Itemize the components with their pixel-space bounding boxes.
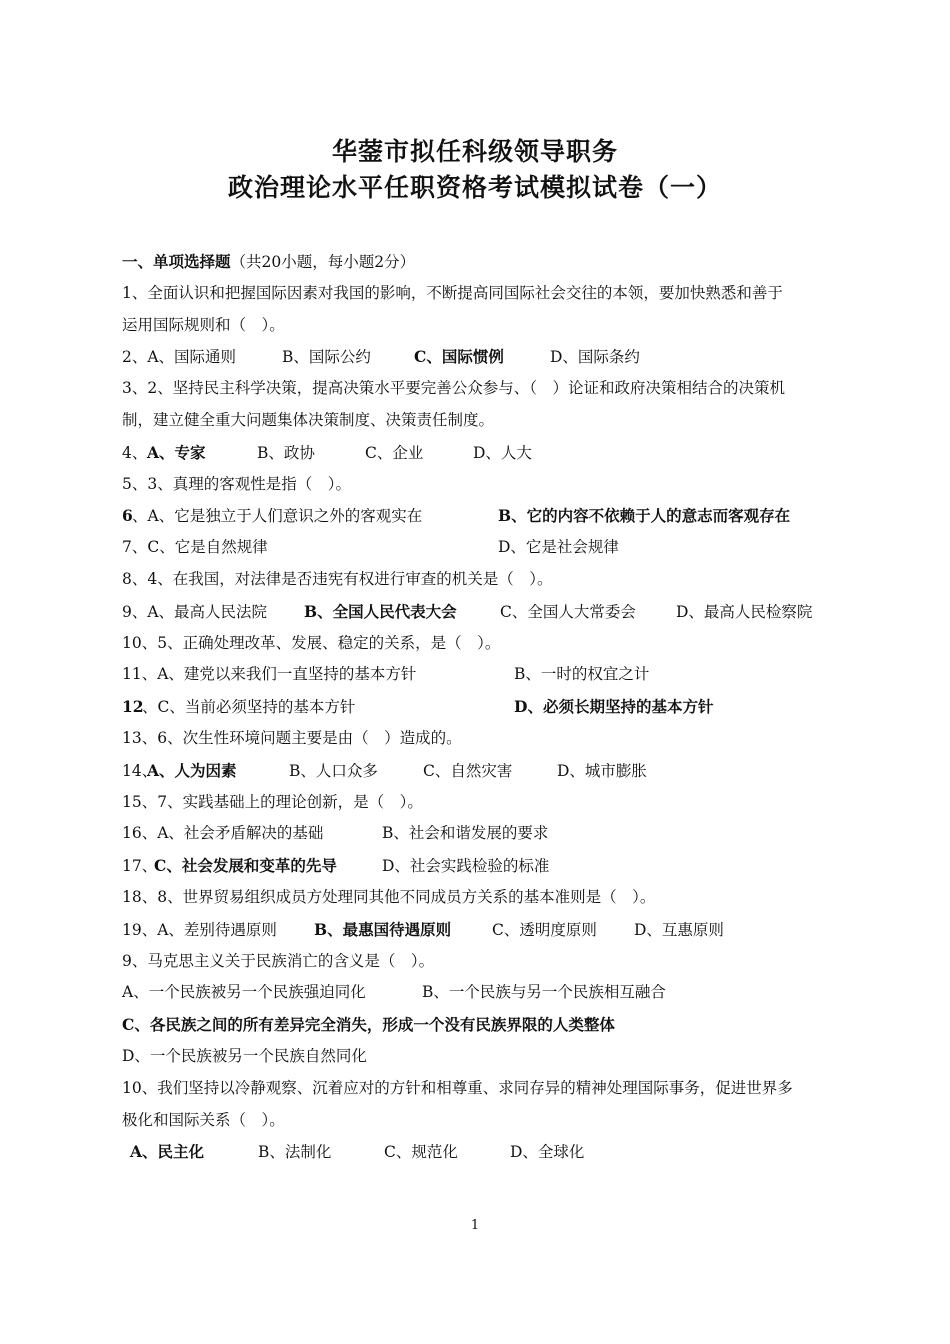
text-line bbox=[122, 1041, 852, 1073]
line-text: 极化和国际关系（ ）。 bbox=[122, 1110, 285, 1129]
line-text: C、企业 bbox=[365, 443, 424, 462]
line-text: B、法制化 bbox=[258, 1143, 332, 1162]
line-text: 8、4、在我国，对法律是否违宪有权进行审查的机关是（ ）。 bbox=[122, 569, 553, 588]
answer-text: A、民主化 bbox=[130, 1142, 205, 1162]
line-text: 17、 bbox=[122, 857, 158, 876]
text-line bbox=[122, 755, 852, 787]
text-line bbox=[122, 405, 852, 437]
line-text: 14、 bbox=[122, 761, 158, 780]
line-text: 19、A、差别待遇原则 bbox=[122, 920, 277, 939]
text-line bbox=[122, 818, 852, 850]
line-text: B、政协 bbox=[257, 443, 315, 462]
line-text: D、最高人民检察院 bbox=[676, 602, 813, 621]
line-text: 15、7、实践基础上的理论创新，是（ ）。 bbox=[122, 792, 423, 811]
line-text: 、C、当前必须坚持的基本方针 bbox=[142, 698, 356, 717]
text-line bbox=[122, 850, 852, 882]
line-text: D、人大 bbox=[473, 443, 532, 462]
text-line bbox=[122, 500, 852, 532]
text-line bbox=[122, 1105, 852, 1137]
line-text: D、国际条约 bbox=[550, 348, 640, 367]
line-text: 3、2、坚持民主科学决策，提高决策水平要完善公众参与、（ ）论证和政府决策相结合的决策机 bbox=[122, 379, 785, 398]
text-line bbox=[122, 659, 852, 691]
text-line bbox=[122, 437, 852, 469]
line-text: 运用国际规则和（ ）。 bbox=[122, 315, 285, 334]
line-text: A、一个民族被另一个民族强迫同化 bbox=[122, 983, 366, 1002]
page-number: 1 bbox=[470, 1218, 480, 1233]
text-line bbox=[122, 596, 852, 628]
text-line bbox=[122, 946, 852, 978]
section-note: （共20小题，每小题2分） bbox=[230, 253, 416, 271]
text-line bbox=[122, 628, 852, 660]
question-list bbox=[122, 246, 852, 1168]
text-line bbox=[122, 341, 852, 373]
answer-text: 6 bbox=[122, 506, 133, 526]
line-text: 制，建立健全重大问题集体决策制度、决策责任制度。 bbox=[122, 410, 495, 429]
line-text: B、社会和谐发展的要求 bbox=[382, 824, 549, 843]
answer-text: 12 bbox=[122, 697, 144, 717]
answer-text: B、它的内容不依赖于人的意志而客观存在 bbox=[498, 506, 791, 526]
line-text: 5、3、真理的客观性是指（ ）。 bbox=[122, 474, 351, 493]
text-line bbox=[122, 1136, 852, 1168]
text-line bbox=[122, 787, 852, 819]
text-line bbox=[122, 373, 852, 405]
answer-text: C、社会发展和变革的先导 bbox=[154, 856, 337, 876]
document-title-line1: 华蓥市拟任科级领导职务 bbox=[331, 137, 618, 166]
answer-text: B、最惠国待遇原则 bbox=[314, 919, 452, 939]
line-text: 13、6、次生性环境问题主要是由（ ）造成的。 bbox=[122, 728, 462, 747]
text-line bbox=[122, 564, 852, 596]
line-text: 、A、它是独立于人们意识之外的客观实在 bbox=[132, 507, 423, 526]
line-text: D、一个民族被另一个民族自然同化 bbox=[122, 1046, 367, 1065]
line-text: 9、A、最高人民法院 bbox=[122, 602, 268, 621]
line-text: D、互惠原则 bbox=[634, 920, 724, 939]
text-line bbox=[122, 532, 852, 564]
text-line bbox=[122, 310, 852, 342]
line-text: 1、全面认识和把握国际因素对我国的影响，不断提高同国际社会交往的本领，要加快熟悉和善于 bbox=[122, 283, 783, 302]
line-text: 10、我们坚持以冷静观察、沉着应对的方针和相尊重、求同存异的精神处理国际事务，促进世界多 bbox=[122, 1078, 793, 1097]
answer-text: B、全国人民代表大会 bbox=[304, 601, 457, 621]
text-line bbox=[122, 1009, 852, 1041]
line-text: B、一时的权宜之计 bbox=[514, 665, 650, 684]
text-line bbox=[122, 723, 852, 755]
text-line bbox=[122, 691, 852, 723]
line-text: C、透明度原则 bbox=[492, 920, 597, 939]
text-line bbox=[122, 914, 852, 946]
text-line bbox=[122, 469, 852, 501]
text-line bbox=[122, 278, 852, 310]
line-text: 2、A、国际通则 bbox=[122, 348, 237, 367]
line-text: D、它是社会规律 bbox=[498, 538, 619, 557]
answer-text: A、人为因素 bbox=[147, 760, 237, 780]
line-text: B、人口众多 bbox=[289, 761, 378, 780]
section-title: 一、单项选择题 bbox=[122, 252, 231, 271]
line-text: C、规范化 bbox=[384, 1143, 458, 1162]
document-title-line2: 政治理论水平任职资格考试模拟试卷（一） bbox=[227, 173, 722, 202]
line-text: D、社会实践检验的标准 bbox=[382, 857, 550, 876]
line-text: 4、 bbox=[122, 443, 148, 462]
line-text: 10、5、正确处理改革、发展、稳定的关系，是（ ）。 bbox=[122, 633, 501, 652]
line-text: 16、A、社会矛盾解决的基础 bbox=[122, 824, 324, 843]
section-heading bbox=[122, 246, 852, 278]
answer-text: A、专家 bbox=[147, 442, 206, 462]
line-text: 7、C、它是自然规律 bbox=[122, 538, 268, 557]
line-text: B、一个民族与另一个民族相互融合 bbox=[422, 983, 666, 1002]
line-text: C、自然灾害 bbox=[423, 761, 513, 780]
text-line bbox=[122, 977, 852, 1009]
line-text: D、全球化 bbox=[510, 1143, 585, 1162]
answer-text: C、各民族之间的所有差异完全消失，形成一个没有民族界限的人类整体 bbox=[122, 1015, 615, 1035]
line-text: B、国际公约 bbox=[282, 348, 371, 367]
text-line bbox=[122, 1073, 852, 1105]
answer-text: C、国际惯例 bbox=[414, 347, 504, 367]
answer-text: D、必须长期坚持的基本方针 bbox=[514, 697, 714, 717]
line-text: 9、马克思主义关于民族消亡的含义是（ ）。 bbox=[122, 951, 435, 970]
line-text: C、全国人大常委会 bbox=[500, 602, 636, 621]
line-text: 11、A、建党以来我们一直坚持的基本方针 bbox=[122, 665, 417, 684]
text-line bbox=[122, 882, 852, 914]
line-text: D、城市膨胀 bbox=[557, 761, 647, 780]
line-text: 18、8、世界贸易组织成员方处理同其他不同成员方关系的基本准则是（ ）。 bbox=[122, 887, 656, 906]
